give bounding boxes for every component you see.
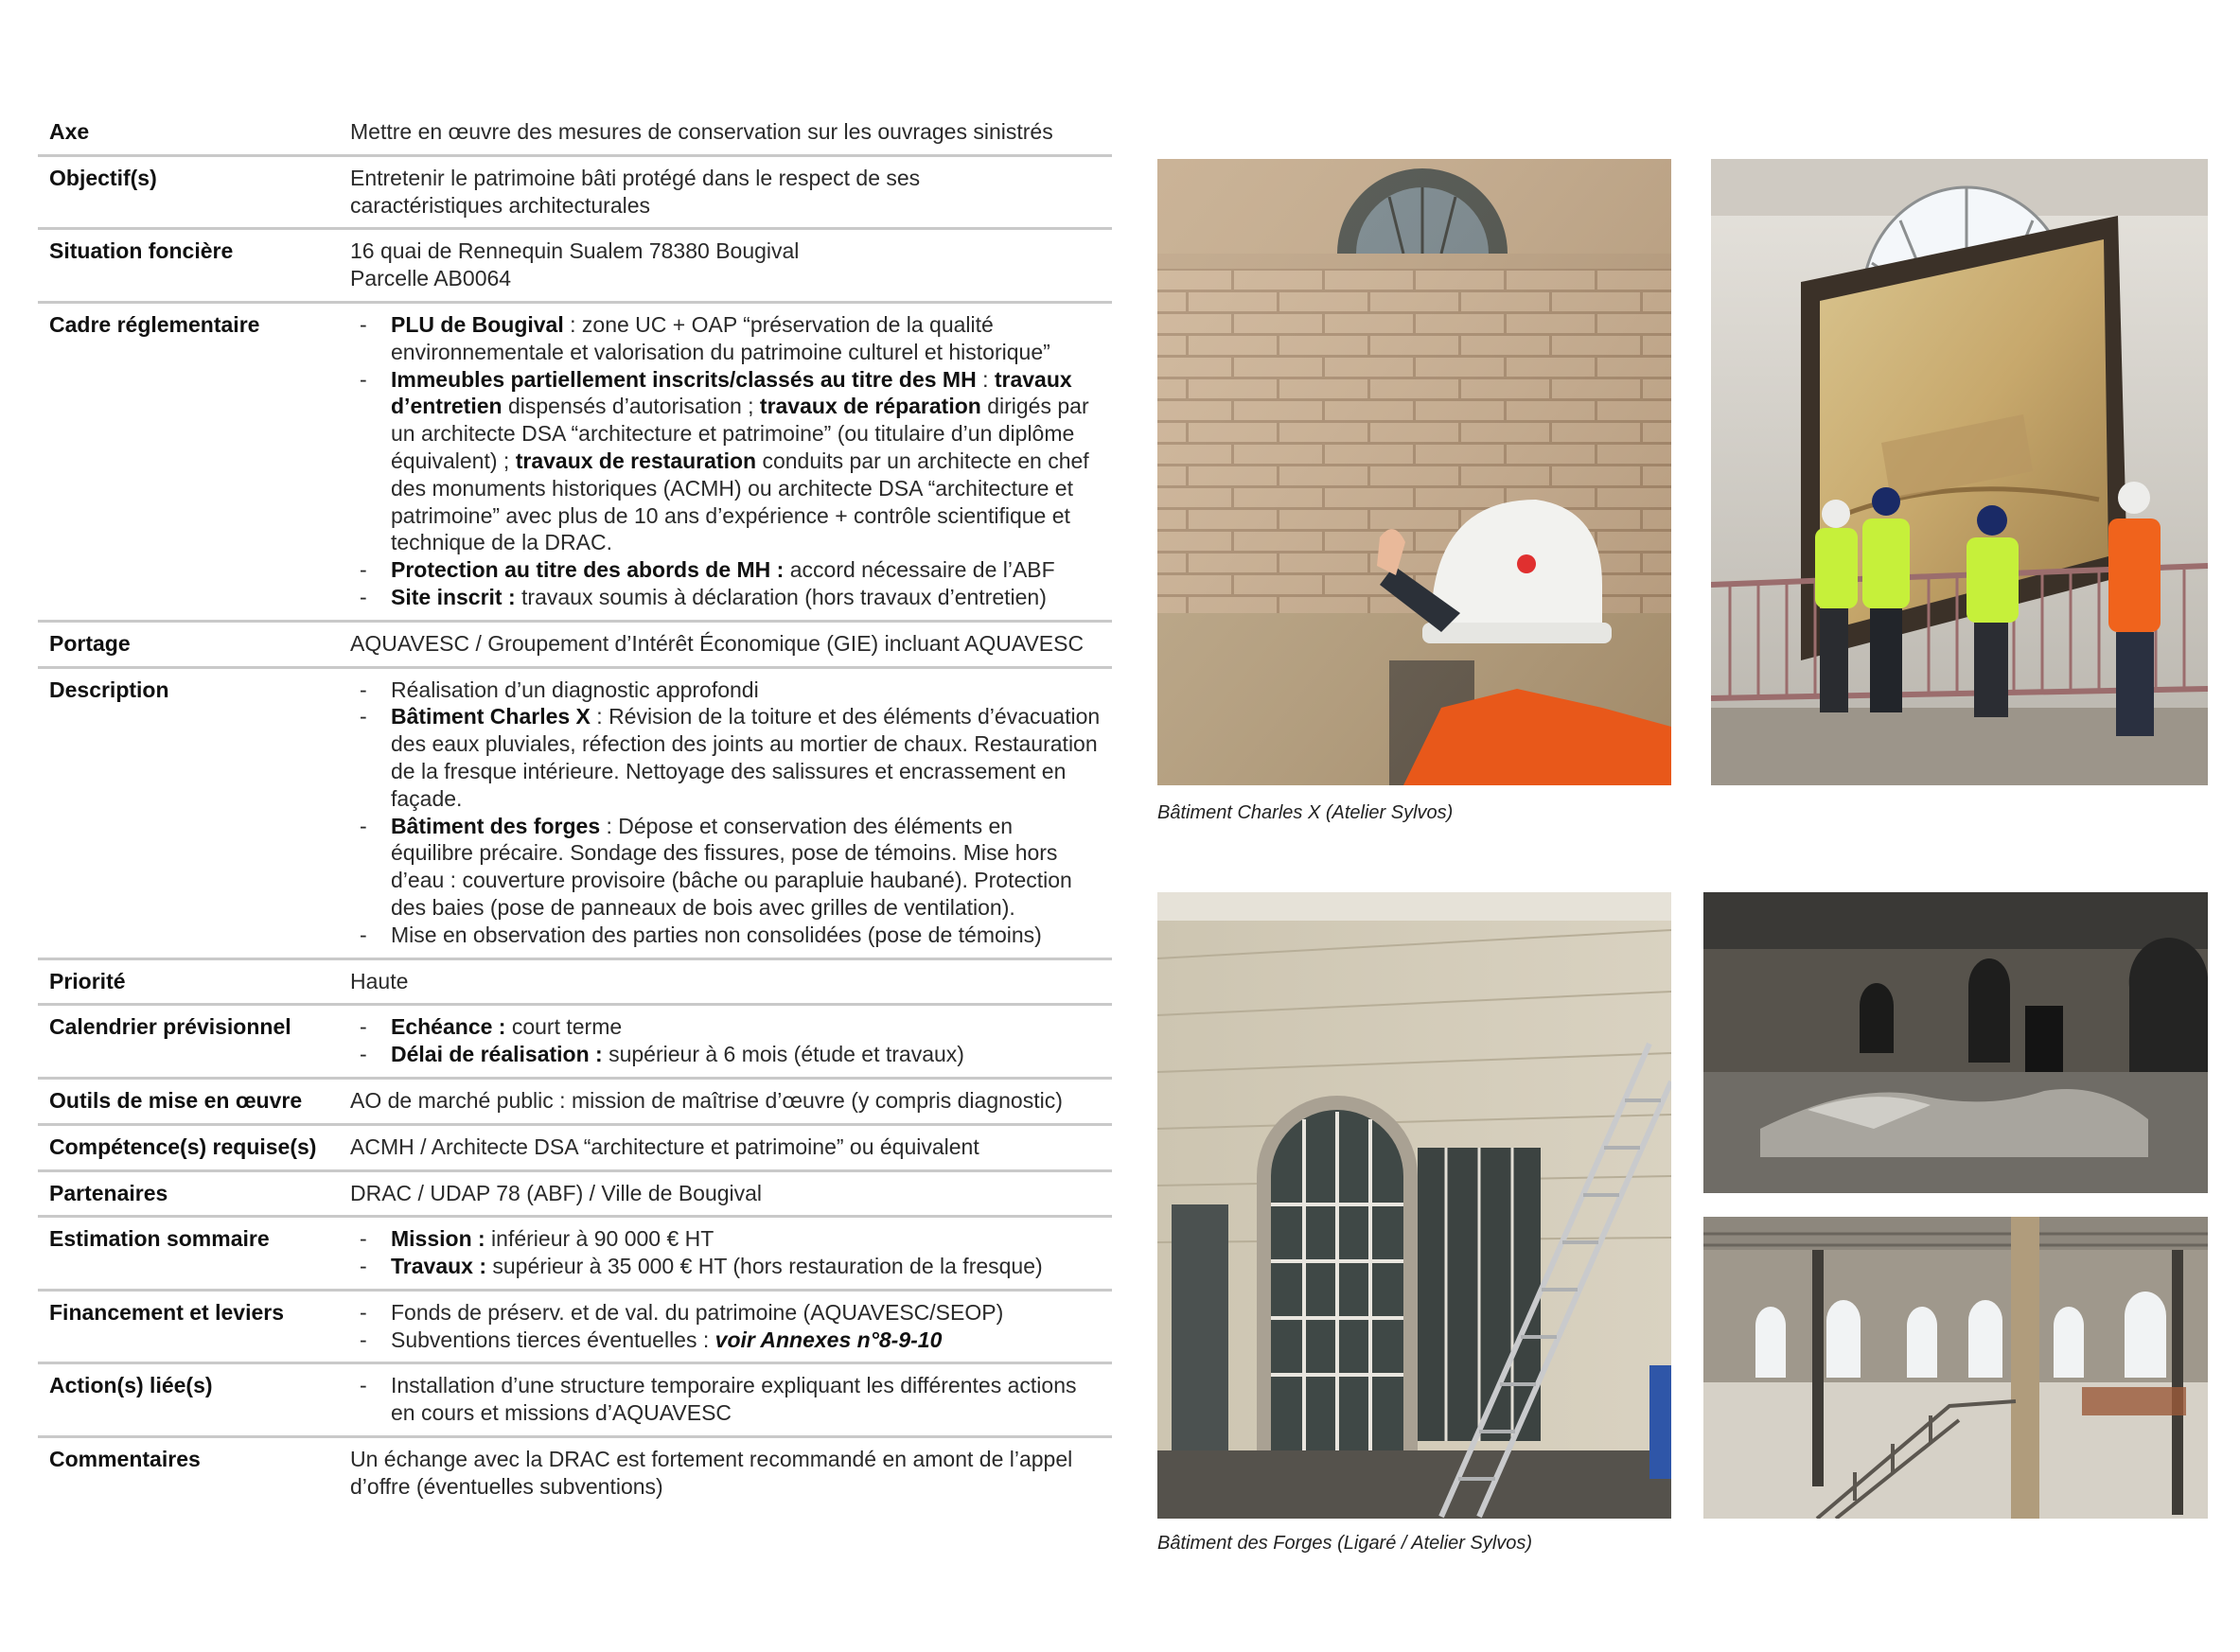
text: Mise en observation des parties non consolidées (pose de témoins) (391, 922, 1042, 947)
row-label: Estimation sommaire (38, 1217, 339, 1291)
dash-list (350, 1013, 1101, 1068)
row-estimation (38, 1217, 1112, 1291)
row-label: Objectif(s) (38, 155, 339, 229)
dash-list (350, 1299, 1101, 1354)
list-item (391, 1041, 1101, 1068)
row-description (38, 667, 1112, 958)
value-line: Parcelle AB0064 (350, 266, 512, 291)
row-value (339, 302, 1112, 621)
photo-charles-facade-image (1157, 159, 1671, 785)
list-item (391, 1299, 1101, 1327)
photo-charles-facade (1157, 159, 1671, 785)
text: dispensés d’autorisation ; (502, 394, 760, 419)
row-label: Outils de mise en œuvre (38, 1078, 339, 1124)
row-label: Compétence(s) requise(s) (38, 1124, 339, 1170)
text: Réalisation d’un diagnostic approfondi (391, 677, 759, 702)
list-item (391, 1372, 1101, 1427)
row-competences (38, 1124, 1112, 1170)
row-label: Axe (38, 111, 339, 155)
row-label: Situation foncière (38, 229, 339, 303)
list-item (391, 366, 1101, 557)
photo-charles-fresque (1711, 159, 2208, 785)
value-line: caractéristiques architecturales (350, 192, 651, 218)
row-value (339, 667, 1112, 958)
row-value (339, 1005, 1112, 1079)
bold-text: travaux de réparation (759, 394, 981, 419)
row-calendrier (38, 1005, 1112, 1079)
bold-text: Bâtiment des forges (391, 813, 601, 838)
text: court terme (505, 1014, 623, 1040)
bold-text: Mission : (391, 1226, 485, 1252)
row-commentaires (38, 1437, 1112, 1509)
text: : (976, 366, 995, 392)
list-item (391, 1253, 1101, 1280)
photo-forges-interieur-1-image (1703, 892, 2208, 1193)
text: accord nécessaire de l’ABF (784, 557, 1055, 583)
text: Fonds de préserv. et de val. du patrimoine (AQUAVESC/SEOP) (391, 1299, 1004, 1325)
text: : Révision de la toiture et des éléments d’évacuation des eaux pluviales, réfection des joints au mortier de chaux. Restauration de la fresque intérieure. Nettoyage des salissures et encrassement en façade. (391, 704, 1101, 811)
bold-text: Bâtiment Charles X (391, 704, 591, 729)
caption-charles: Bâtiment Charles X (Atelier Sylvos) (1157, 802, 1454, 823)
list-item (391, 1327, 1101, 1354)
text: dirigés par un architecte DSA “architecture et patrimoine” (ou titulaire d’un diplôme équivalent) ; (391, 394, 1089, 473)
text: supérieur à 6 mois (étude et travaux) (602, 1042, 964, 1067)
row-label: Financement et leviers (38, 1290, 339, 1363)
row-label: Action(s) liée(s) (38, 1363, 339, 1437)
list-item (391, 1013, 1101, 1041)
list-item (391, 584, 1101, 611)
row-priorite (38, 958, 1112, 1005)
row-label: Calendrier prévisionnel (38, 1005, 339, 1079)
photo-forges-interieur-2-image (1703, 1217, 2208, 1519)
list-item (391, 311, 1101, 366)
text: Subventions tierces éventuelles : (391, 1327, 715, 1352)
list-item (391, 556, 1101, 584)
row-situation-fonciere (38, 229, 1112, 303)
value-line: 16 quai de Rennequin Sualem 78380 Bougival (350, 238, 800, 264)
dash-list (350, 1372, 1101, 1427)
bold-text: travaux d’entretien (391, 366, 1072, 419)
row-cadre-reglementaire (38, 302, 1112, 621)
row-value (339, 155, 1112, 229)
row-actions-liees (38, 1363, 1112, 1437)
text: supérieur à 35 000 € HT (hors restauration de la fresque) (486, 1254, 1043, 1279)
row-value: AO de marché public : mission de maîtrise d’œuvre (y compris diagnostic) (339, 1078, 1112, 1124)
bold-text: Travaux : (391, 1254, 486, 1279)
row-outils (38, 1078, 1112, 1124)
action-sheet-table (38, 111, 1112, 1509)
row-axe (38, 111, 1112, 155)
bold-text: Protection au titre des abords de MH : (391, 557, 785, 583)
photo-forges-facade-image (1157, 892, 1671, 1519)
photo-charles-fresque-image (1711, 159, 2208, 785)
caption-forges: Bâtiment des Forges (Ligaré / Atelier Sylvos) (1157, 1533, 1533, 1554)
bold-text: travaux de restauration (515, 448, 757, 473)
row-value: DRAC / UDAP 78 (ABF) / Ville de Bougival (339, 1170, 1112, 1217)
row-value (339, 1217, 1112, 1291)
annex-reference: voir Annexes n°8-9-10 (714, 1327, 943, 1352)
row-label: Description (38, 667, 339, 958)
row-label: Portage (38, 621, 339, 667)
row-value: AQUAVESC / Groupement d’Intérêt Économique (GIE) incluant AQUAVESC (339, 621, 1112, 667)
row-portage (38, 621, 1112, 667)
list-item (391, 813, 1101, 922)
value-line: Entretenir le patrimoine bâti protégé dans le respect de ses (350, 165, 921, 190)
photo-forges-interieur-2 (1703, 1217, 2208, 1519)
row-value: Mettre en œuvre des mesures de conservation sur les ouvrages sinistrés (339, 111, 1112, 155)
row-value: ACMH / Architecte DSA “architecture et patrimoine” ou équivalent (339, 1124, 1112, 1170)
row-value (339, 229, 1112, 303)
list-item (391, 1225, 1101, 1253)
dash-list (350, 311, 1101, 611)
bold-text: Délai de réalisation : (391, 1042, 603, 1067)
text: inférieur à 90 000 € HT (485, 1226, 714, 1252)
bold-text: Echéance : (391, 1014, 506, 1040)
row-objectifs (38, 155, 1112, 229)
text: conduits par un architecte en chef des monuments historiques (ACMH) ou architecte DSA “architecture et patrimoine” avec plus de 10 ans d’expérience + contrôle scientifique et technique de la DRAC. (391, 448, 1089, 555)
bold-text: Immeubles partiellement inscrits/classés au titre des MH (391, 366, 977, 392)
list-item (391, 677, 1101, 704)
row-value: Haute (339, 958, 1112, 1005)
row-value (339, 1363, 1112, 1437)
photo-forges-facade (1157, 892, 1671, 1519)
text: travaux soumis à déclaration (hors travaux d’entretien) (515, 584, 1047, 609)
row-label: Commentaires (49, 1447, 201, 1472)
row-label: Cadre réglementaire (38, 302, 339, 621)
text: Installation d’une structure temporaire expliquant les différentes actions en cours et missions d’AQUAVESC (391, 1373, 1077, 1426)
dash-list (350, 677, 1101, 949)
bold-text: PLU de Bougival (391, 311, 564, 337)
row-partenaires (38, 1170, 1112, 1217)
text: : zone UC + OAP “préservation de la qualité environnementale et valorisation du patrimoine culturel et historique” (391, 311, 1050, 364)
bold-text: Site inscrit : (391, 584, 516, 609)
photo-forges-interieur-1 (1703, 892, 2208, 1193)
row-label: Partenaires (38, 1170, 339, 1217)
row-financement (38, 1290, 1112, 1363)
dash-list (350, 1225, 1101, 1280)
row-label: Priorité (38, 958, 339, 1005)
text: : Dépose et conservation des éléments en équilibre précaire. Sondage des fissures, pose de témoins. Mise hors d’eau : couverture provisoire (bâche ou parapluie haubané). Protection des baies (pose de panneaux de bois avec grilles de ventilation). (391, 813, 1072, 920)
row-value (339, 1290, 1112, 1363)
list-item (391, 922, 1101, 949)
list-item (391, 703, 1101, 812)
row-value: Un échange avec la DRAC est fortement recommandé en amont de l’appel d’offre (éventuelles subventions) (350, 1447, 1073, 1499)
